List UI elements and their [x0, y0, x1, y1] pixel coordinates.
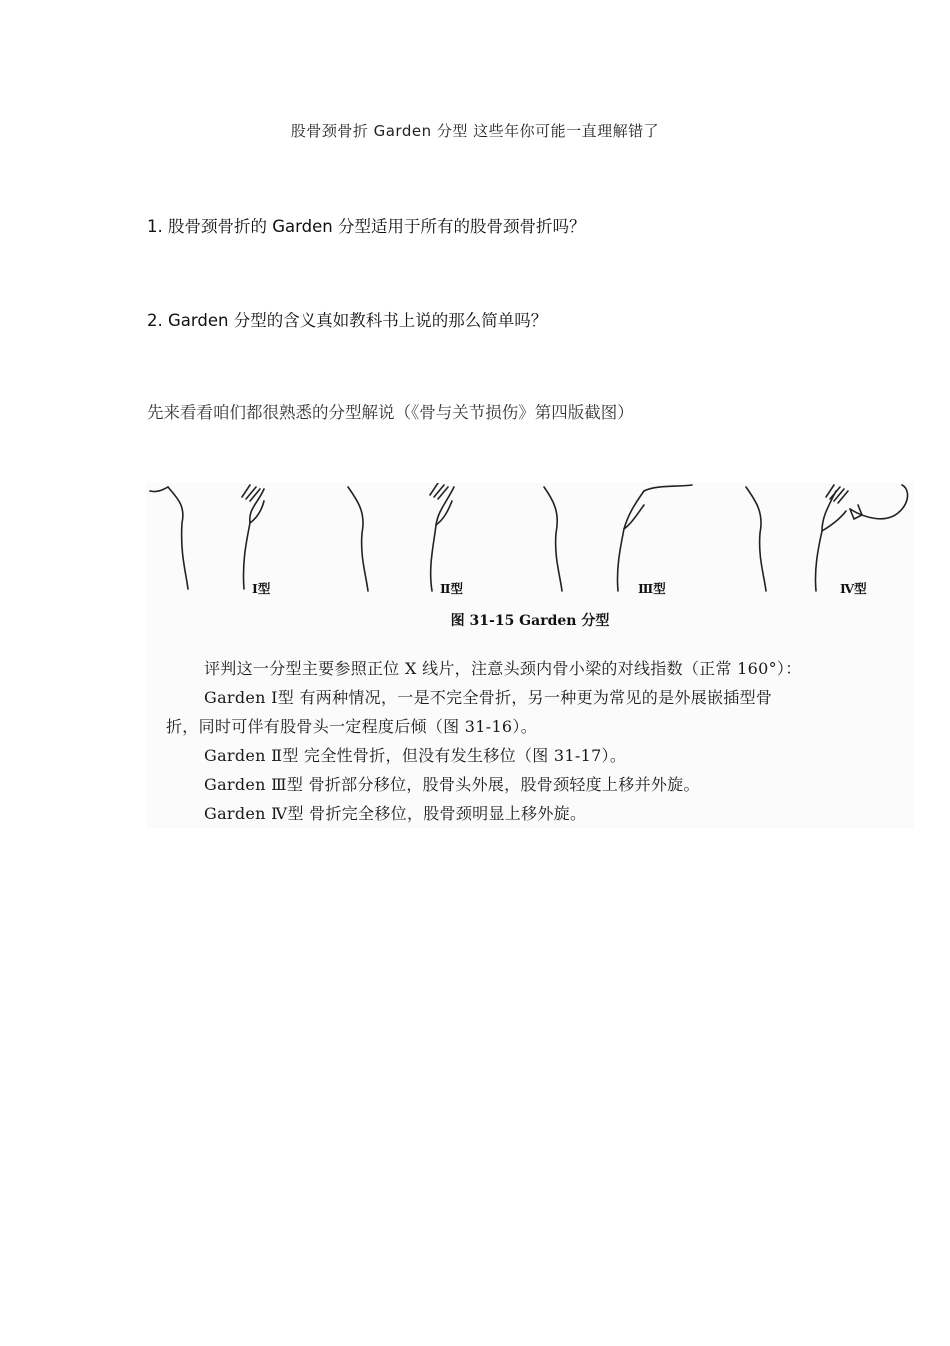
question-2: 2. Garden 分型的含义真如教科书上说的那么简单吗？: [147, 311, 548, 330]
textbook-scan-image: [146, 483, 914, 828]
type-label-2: Ⅱ型: [440, 581, 464, 596]
question-1: 1. 股骨颈骨折的 Garden 分型适用于所有的股骨颈骨折吗？: [147, 217, 586, 236]
intro-text: 先来看看咱们都很熟悉的分型解说（《骨与关节损伤》第四版截图）: [147, 403, 634, 422]
femur-drawing-type-2: [348, 483, 454, 591]
figure-text-line-1: 评判这一分型主要参照正位 X 线片，注意头颈内骨小梁的对线指数（正常 160°）：: [204, 659, 802, 678]
figure-text-line-6: Garden Ⅳ型 骨折完全移位，股骨颈明显上移外旋。: [204, 804, 587, 823]
figure-text-line-3: 折，同时可伴有股骨头一定程度后倾（图 31-16）。: [166, 717, 538, 736]
femur-drawing-type-1: [150, 485, 264, 589]
figure-caption: 图 31-15 Garden 分型: [450, 613, 610, 629]
femur-drawing-type-4: [746, 485, 908, 591]
figure-text-line-4: Garden Ⅱ型 完全性骨折，但没有发生移位（图 31-17）。: [204, 746, 627, 765]
type-label-1: Ⅰ型: [252, 581, 271, 596]
type-label-3: Ⅲ型: [638, 581, 666, 596]
figure-text-line-2: Garden Ⅰ型 有两种情况，一是不完全骨折，另一种更为常见的是外展嵌插型骨: [204, 688, 773, 707]
document-title: 股骨颈骨折 Garden 分型 这些年你可能一直理解错了: [290, 122, 660, 140]
femur-drawing-type-3: [544, 485, 692, 591]
type-label-4: Ⅳ型: [840, 581, 867, 596]
figure-text-line-5: Garden Ⅲ型 骨折部分移位，股骨头外展，股骨颈轻度上移并外旋。: [204, 775, 700, 794]
